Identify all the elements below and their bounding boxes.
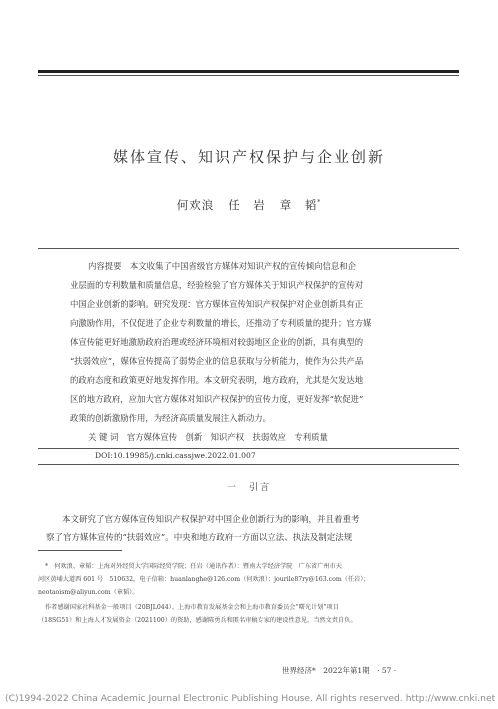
footnote-rule <box>38 550 122 551</box>
copyright-watermark: (C)1994-2022 China Academic Journal Electronic Publishing House. All rights reserved. http://www.cnki.net <box>5 693 496 704</box>
abstract-line: 体宣传能更好地激励政府治理或经济环境相对较弱地区企业的创新，具有典型的 <box>70 337 364 347</box>
footnote-line: 河区黄埔大道西 601 号 510632。电子信箱：huanlanghe@126.com（何欢浪）；jourile87ry@163.com（任岩）； <box>38 576 370 583</box>
keywords-line: 关 键 词 官方媒体宣传 创新 知识产权 扶弱效应 专利质量 <box>88 432 328 442</box>
doi-text: DOI:10.19985/j.cnki.cassjwe.2022.01.007 <box>95 451 256 460</box>
author-footnote-mark: * <box>317 199 322 207</box>
section-heading: 一 引言 <box>226 483 271 493</box>
abstract-line: 向激励作用，不仅促进了企业专利数量的增长，还推动了专利质量的提升；官方媒 <box>70 318 372 328</box>
author-name: 章 韬 <box>279 198 318 212</box>
header-rule-thin <box>38 75 459 76</box>
footnote-line: neotaoism@aliyun.com（章韬）。 <box>38 589 139 596</box>
abstract-line: 的政府态度和政策更好地发挥作用。本文研究表明，地方政府，尤其是欠发达地 <box>70 375 364 385</box>
footnote-line: * 何欢浪、章韬：上海对外经贸大学国际经贸学院；任岩（通讯作者）：暨南大学经济学院 广东省广州市天 <box>45 563 342 570</box>
abstract-bottom-rule <box>38 448 459 449</box>
author-name: 何欢浪 <box>176 198 215 212</box>
body-line: 察了官方媒体宣传的“扶弱效应”。中央和地方政府一方面以立法、执法及制定法规 <box>46 533 353 543</box>
abstract-line: “扶弱效应”，媒体宣传提高了弱势企业的信息获取与分析能力，使作为公共产品 <box>70 356 364 366</box>
abstract-line: 业层面的专利数量和质量信息，经验检验了官方媒体关于知识产权保护的宣传对 <box>70 280 364 290</box>
author-name: 任 岩 <box>228 198 266 212</box>
abstract-line: 内容提要 本文收集了中国省级官方媒体对知识产权的宣传倾向信息和企 <box>88 261 356 271</box>
header-rule-thick <box>38 70 459 73</box>
abstract-line: 区的地方政府，应加大官方媒体对知识产权保护的宣传力度，更好发挥“软促进” <box>70 394 364 404</box>
abstract-line: 政策的创新激励作用，为经济高质量发展注入新动力。 <box>70 413 271 423</box>
author-list <box>0 197 498 213</box>
abstract-top-rule <box>38 248 459 249</box>
footnote-line: 作者感谢国家社科基金一般项目（20BJL044）、上海市教育发展基金会和上海市教育委员会“曙光计划”项目 <box>45 604 339 611</box>
abstract-line: 中国企业创新的影响。研究发现：官方媒体宣传知识产权保护对企业创新具有正 <box>70 299 364 309</box>
doi-rule <box>38 464 459 465</box>
page-footer: 世界经济* 2022年第1期 · 57 · <box>282 666 397 675</box>
body-line: 本文研究了官方媒体宣传知识产权保护对中国企业创新行为的影响，并且着重考 <box>62 515 360 525</box>
article-title: 媒体宣传、知识产权保护与企业创新 <box>112 148 385 166</box>
footnote-line: （18SG51）和上海人才发展资金（2021100）的资助，感谢陈勇兵和匿名审稿专家的建设性意见，当然文责自负。 <box>38 617 357 624</box>
